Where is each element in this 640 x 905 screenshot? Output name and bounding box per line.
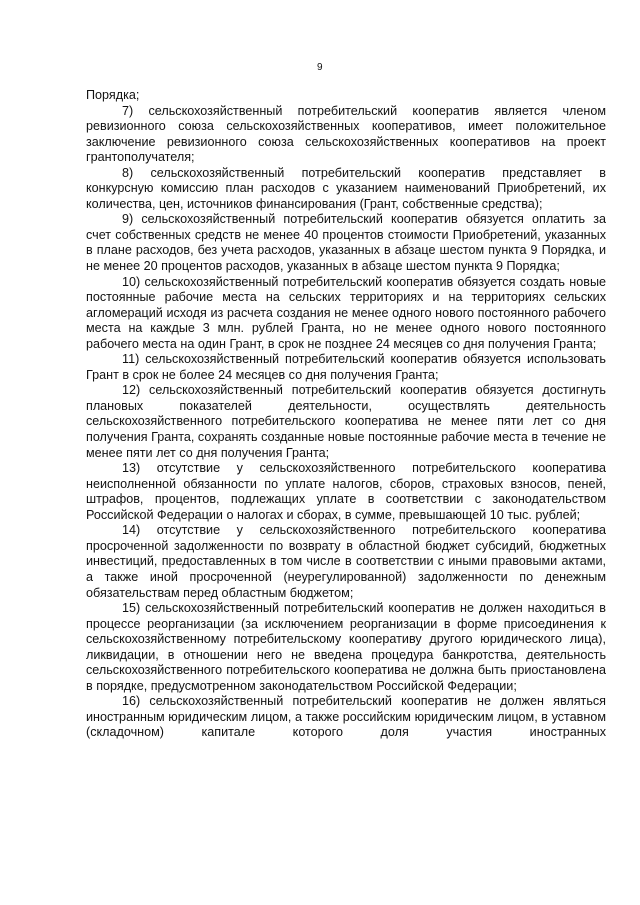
paragraph-continuation: Порядка; (86, 88, 140, 102)
paragraph-item-14: 14) отсутствие у сельскохозяйственного потребительского кооператива просроченной задолженности по возврату в областной бюджет субсидий, бюджетных инвестиций, предоставленных в том числе в соответствии с иными правовыми актами, а также иной просроченной (неурегулированной) задолженности по денежным обязательствам перед областным бюджетом; (86, 523, 606, 600)
paragraph-item-13: 13) отсутствие у сельскохозяйственного потребительского кооператива неисполненной обязанности по уплате налогов, сборов, страховых взносов, пеней, штрафов, процентов, подлежащих уплате в соответствии с законодательством Российской Федерации о налогах и сборах, в сумме, превышающей 10 тыс. рублей; (86, 461, 606, 522)
paragraph-item-15: 15) сельскохозяйственный потребительский кооператив не должен находиться в процессе реорганизации (за исключением реорганизации в форме присоединения к сельскохозяйственному потребительскому кооперативу другого юридического лица), ликвидации, в отношении него не введена процедура банкротства, деятельность сельскохозяйственного потребительского кооператива не должна быть приостановлена в порядке, предусмотренном законодательством Российской Федерации; (86, 601, 606, 693)
paragraph-item-11: 11) сельскохозяйственный потребительский кооператив обязуется использовать Грант в срок не более 24 месяцев со дня получения Гранта; (86, 352, 606, 382)
page-number: 9 (316, 62, 324, 73)
document-body (86, 88, 606, 741)
paragraph-item-16: 16) сельскохозяйственный потребительский кооператив не должен являться иностранным юридическим лицом, а также российским юридическим лицом, в уставном (складочном) капитале которого доля участия иностранных (86, 694, 606, 740)
paragraph-item-7: 7) сельскохозяйственный потребительский кооператив является членом ревизионного союза сельскохозяйственных кооперативов, имеет положительное заключение ревизионного союза сельскохозяйственных кооперативов на проект грантополучателя; (86, 103, 606, 165)
paragraph-item-10: 10) сельскохозяйственный потребительский кооператив обязуется создать новые постоянные рабочие места на сельских территориях и на территориях сельских агломераций исходя из расчета создания не менее одного нового постоянного рабочего места на каждые 3 млн. рублей Гранта, но не менее одного нового постоянного рабочего места на один Грант, в срок не позднее 24 месяцев со дня получения Гранта; (86, 274, 606, 351)
paragraph-item-8: 8) сельскохозяйственный потребительский кооператив представляет в конкурсную комиссию план расходов с указанием наименований Приобретений, их количества, цен, источников финансирования (Грант, собственные средства); (86, 165, 606, 211)
paragraph-item-9: 9) сельскохозяйственный потребительский кооператив обязуется оплатить за счет собственных средств не менее 40 процентов стоимости Приобретений, указанных в плане расходов, без учета расходов, указанных в абзаце шестом пункта 9 Порядка, и не менее 20 процентов расходов, указанных в абзаце шестом пункта 9 Порядка; (86, 212, 606, 274)
paragraph-item-12: 12) сельскохозяйственный потребительский кооператив обязуется достигнуть плановых показателей деятельности, осуществлять деятельность сельскохозяйственного потребительского кооператива не менее пяти лет со дня получения Гранта, сохранять созданные новые постоянные рабочие места в течение не менее пяти лет со дня получения Гранта; (86, 383, 606, 460)
